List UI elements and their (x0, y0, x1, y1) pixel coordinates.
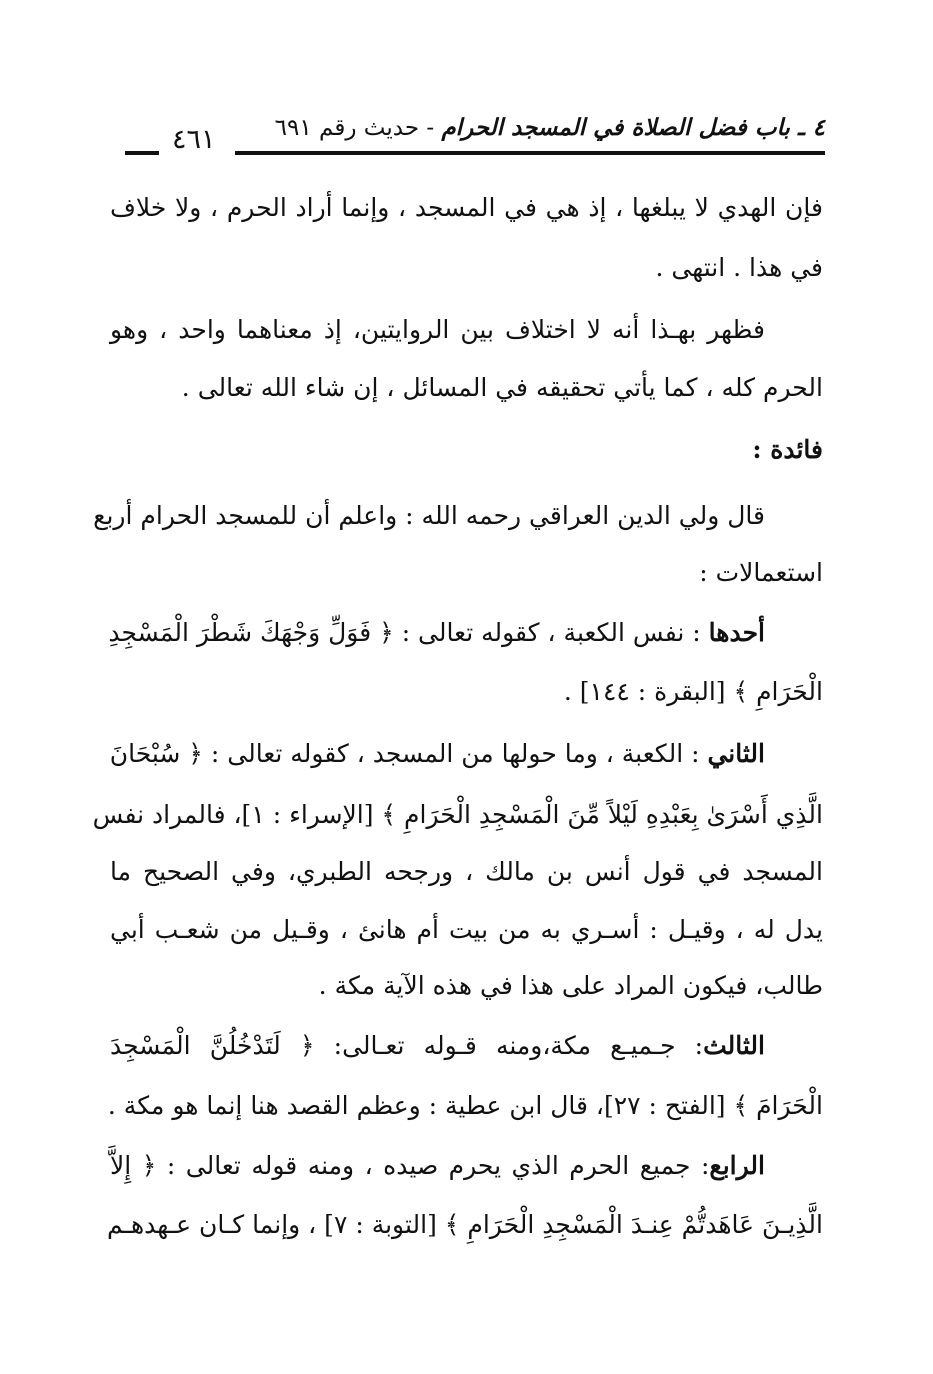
text-line: الَّذِي أَسْرَىٰ بِعَبْدِهِ لَيْلاً مِّنَ الْمَسْجِدِ الْحَرَامِ ﴾ [الإسراء : ١]، فالمراد نفس (92, 800, 823, 829)
text-line: فإن الهدي لا يبلغها ، إذ هي في المسجد ، وإنما أراد الحرم ، ولا خلاف (110, 193, 823, 222)
text-line: الرابع: جميع الحرم الذي يحرم صيده ، ومنه قوله تعالى : ﴿ إِلاَّ (110, 1151, 765, 1180)
header-rule-short (125, 151, 159, 155)
running-header (120, 110, 825, 160)
text-line: المسجد في قول أنس بن مالك ، ورجحه الطبري، وفي الصحيح ما (110, 857, 823, 886)
text-line: الثاني : الكعبة ، وما حولها من المسجد ، كقوله تعالى : ﴿ سُبْحَانَ (109, 739, 765, 768)
text-line: طالب، فيكون المراد على هذا في هذه الآية مكة . (318, 971, 823, 1000)
text-line: الحرم كله ، كما يأتي تحقيقه في المسائل ، إن شاء الله تعالى . (181, 373, 823, 402)
chapter-title (275, 114, 825, 141)
section-heading: فائدة : (752, 435, 823, 464)
text-line: يدل له ، وقيـل : أسـري به من بيت أم هانئ ، وقـيل من شعـب أبي (110, 915, 823, 944)
text-line: الْحَرَامَ ﴾ [الفتح : ٢٧]، قال ابن عطية : وعظم القصد هنا إنما هو مكة . (107, 1091, 823, 1120)
header-rule (235, 151, 825, 155)
item-lead-word: الثالث (703, 1031, 765, 1060)
item-lead-word: الرابع (709, 1151, 765, 1180)
text-line: الَّذِيـنَ عَاهَدتُّمْ عِنـدَ الْمَسْجِدِ الْحَرَامِ ﴾ [التوبة : ٧] ، وإنما كـان عـهدهـم (107, 1210, 823, 1239)
text-line: استعمالات : (699, 558, 823, 587)
item-lead-word: الثاني (707, 739, 765, 768)
page-number: ٤٦١ (172, 124, 216, 155)
text-line: الثالث: جـميـع مكة،ومنه قـوله تعـالى: ﴿ لَتَدْخُلُنَّ الْمَسْجِدَ (110, 1031, 765, 1060)
text-line: قال ولي الدين العراقي رحمه الله : واعلم أن للمسجد الحرام أربع (93, 501, 765, 530)
text-line: في هذا . انتهى . (655, 253, 823, 282)
text-line: الْحَرَامِ ﴾ [البقرة : ١٤٤] . (563, 677, 823, 706)
chapter-title-text: ٤ ـ باب فضل الصلاة في المسجد الحرام (441, 114, 825, 141)
text-line: أحدها : نفس الكعبة ، كقوله تعالى : ﴿ فَوَلِّ وَجْهَكَ شَطْرَ الْمَسْجِدِ (108, 618, 765, 647)
hadith-reference: - حديث رقم ٦٩١ (274, 115, 442, 141)
text-line: فظهر بهـذا أنه لا اختلاف بين الروايتين، إذ معناهما واحد ، وهو (110, 315, 765, 344)
item-lead-word: أحدها (708, 618, 765, 647)
